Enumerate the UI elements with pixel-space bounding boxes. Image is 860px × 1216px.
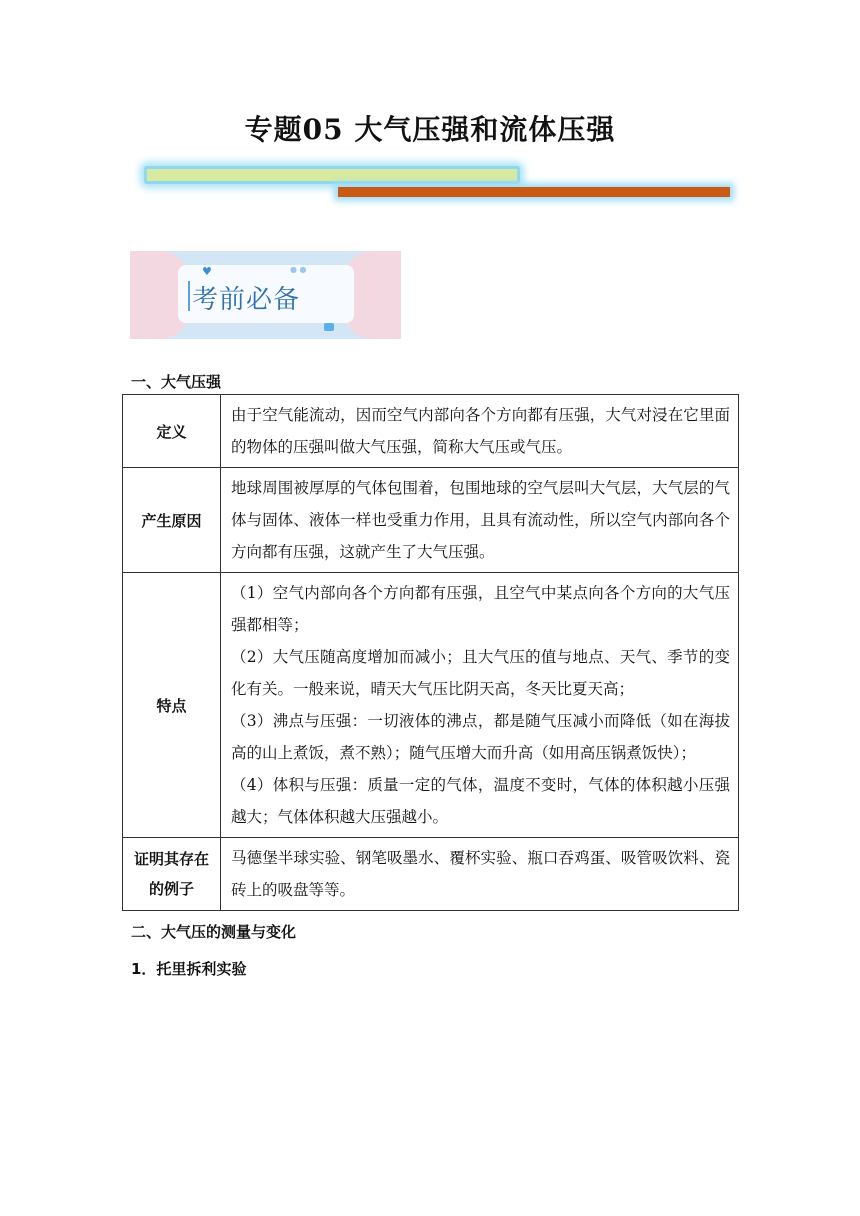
row-key: 定义 (123, 395, 221, 468)
row-value-paragraph: 由于空气能流动，因而空气内部向各个方向都有压强，大气对浸在它里面的物体的压强叫做大气压强，简称大气压或气压。 (231, 406, 730, 456)
definition-table (122, 394, 739, 911)
title-decoration-bar-blue (144, 166, 520, 184)
heart-icon: ♥ (202, 265, 212, 278)
row-value-paragraph: 地球周围被厚厚的气体包围着，包围地球的空气层叫大气层，大气层的气体与固体、液体一样也受重力作用，且具有流动性，所以空气内部向各个方向都有压强，这就产生了大气压强。 (231, 479, 730, 561)
table-row (123, 468, 739, 573)
row-key: 产生原因 (123, 468, 221, 573)
title-decoration-bar-orange (338, 187, 730, 197)
table-row (123, 838, 739, 911)
text-cursor-icon (188, 281, 190, 311)
row-value (221, 395, 739, 468)
table-row (123, 395, 739, 468)
page-title: 专题05 大气压强和流体压强 (244, 113, 616, 146)
dots-icon: ● ● (290, 265, 307, 274)
row-value-paragraph: （3）沸点与压强：一切液体的沸点，都是随气压减小而降低（如在海拔高的山上煮饭，煮不熟）；随气压增大而升高（如用高压锅煮饭快）； (231, 712, 730, 762)
row-value-paragraph: （1）空气内部向各个方向都有压强，且空气中某点向各个方向的大气压强都相等； (231, 584, 730, 634)
row-key: 特点 (123, 573, 221, 838)
row-value (221, 468, 739, 573)
banner-image (130, 251, 401, 339)
subsection-heading-1: 1．托里拆利实验 (131, 960, 247, 978)
section-heading-2: 二、大气压的测量与变化 (131, 923, 297, 941)
row-value (221, 573, 739, 838)
section-heading-1: 一、大气压强 (131, 373, 222, 391)
row-value (221, 838, 739, 911)
row-value-paragraph: （2）大气压随高度增加而减小；且大气压的值与地点、天气、季节的变化有关。一般来说，晴天大气压比阴天高，冬天比夏天高； (231, 648, 730, 698)
row-value-paragraph: 马德堡半球实验、钢笔吸墨水、覆杯实验、瓶口吞鸡蛋、吸管吸饮料、瓷砖上的吸盘等等。 (231, 849, 730, 899)
banner-label: 考前必备 (192, 285, 301, 315)
row-key: 证明其存在的例子 (123, 838, 221, 911)
table-row (123, 573, 739, 838)
row-value-paragraph: （4）体积与压强：质量一定的气体，温度不变时，气体的体积越小压强越大；气体体积越大压强越小。 (231, 776, 730, 826)
chat-bubble-icon (324, 323, 334, 331)
